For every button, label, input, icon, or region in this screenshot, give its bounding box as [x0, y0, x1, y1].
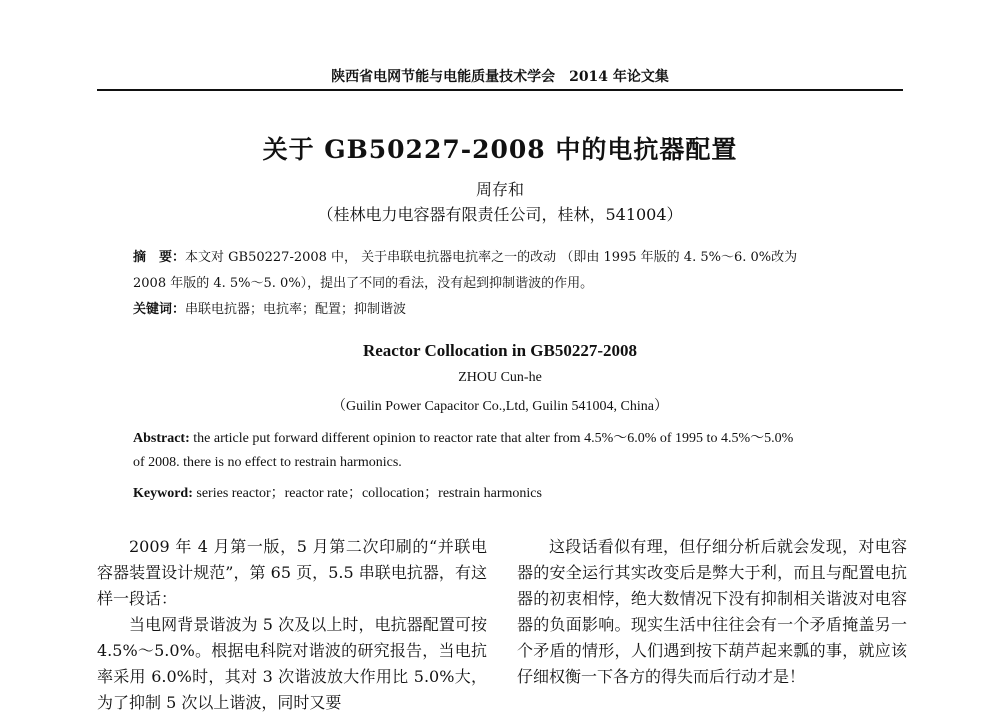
header-rule — [97, 89, 903, 91]
running-header: 陕西省电网节能与电能质量技术学会 2014 年论文集 — [331, 69, 669, 85]
body-column-right — [517, 534, 907, 690]
paper-author: 周存和 — [475, 180, 524, 199]
keywords-en-label: Keyword: — [133, 486, 193, 501]
keywords-en-text: series reactor；reactor rate；collocation；restrain harmonics — [192, 486, 542, 501]
body-paragraph: 2009 年 4 月第一版，5 月第二次印刷的“并联电容器装置设计规范”，第 65 页，5.5 串联电抗器，有这样一段话： — [97, 537, 487, 608]
keywords-zh — [133, 298, 873, 317]
abstract-en-label: Abstract: — [133, 431, 190, 446]
keywords-en — [133, 482, 873, 502]
paper-affiliation: （桂林电力电容器有限责任公司，桂林，541004） — [317, 205, 683, 224]
paper-title: 关于 GB50227-2008 中的电抗器配置 — [262, 135, 738, 164]
keywords-zh-text: 串联电抗器；电抗率；配置；抑制谐波 — [185, 302, 407, 317]
abstract-en-line1: the article put forward different opinion to reactor rate that alter from 4.5%～6.0% of 1995 to 4.5%～5.0% — [189, 431, 794, 446]
abstract-zh — [133, 246, 873, 265]
paper-title-en: Reactor Collocation in GB50227-2008 — [362, 341, 638, 360]
paper-author-en: ZHOU Cun-he — [458, 370, 542, 385]
abstract-zh-label: 摘 要： — [133, 250, 186, 265]
abstract-en — [133, 427, 873, 447]
abstract-zh-line1: 本文对 GB50227-2008 中， 关于串联电抗器电抗率之一的改动 （即由 1995 年版的 4. 5%～6. 0%改为 — [185, 250, 798, 265]
abstract-en-line2: of 2008. there is no effect to restrain harmonics. — [133, 455, 402, 470]
abstract-zh-line2: 2008 年版的 4. 5%～5. 0%），提出了不同的看法，没有起到抑制谐波的作用。 — [133, 276, 594, 291]
body-column-left — [97, 534, 487, 716]
keywords-zh-label: 关键词： — [133, 302, 186, 317]
paper-affiliation-en: （Guilin Power Capacitor Co.,Ltd, Guilin 541004, China） — [332, 399, 668, 414]
body-paragraph: 当电网背景谐波为 5 次及以上时，电抗器配置可按 4.5%～5.0%。根据电科院对谐波的研究报告，当电抗率采用 6.0%时，其对 3 次谐波放大作用比 5.0%大，为了抑制 5 次以上谐波，同时又要 — [97, 615, 487, 712]
body-paragraph: 这段话看似有理，但仔细分析后就会发现，对电容器的安全运行其实改变后是弊大于利，而且与配置电抗器的初衷相悖，绝大数情况下没有抑制相关谐波对电容器的负面影响。现实生活中往往会有一个矛盾掩盖另一个矛盾的情形，人们遇到按下葫芦起来瓢的事，就应该仔细权衡一下各方的得失而后行动才是！ — [517, 537, 907, 686]
